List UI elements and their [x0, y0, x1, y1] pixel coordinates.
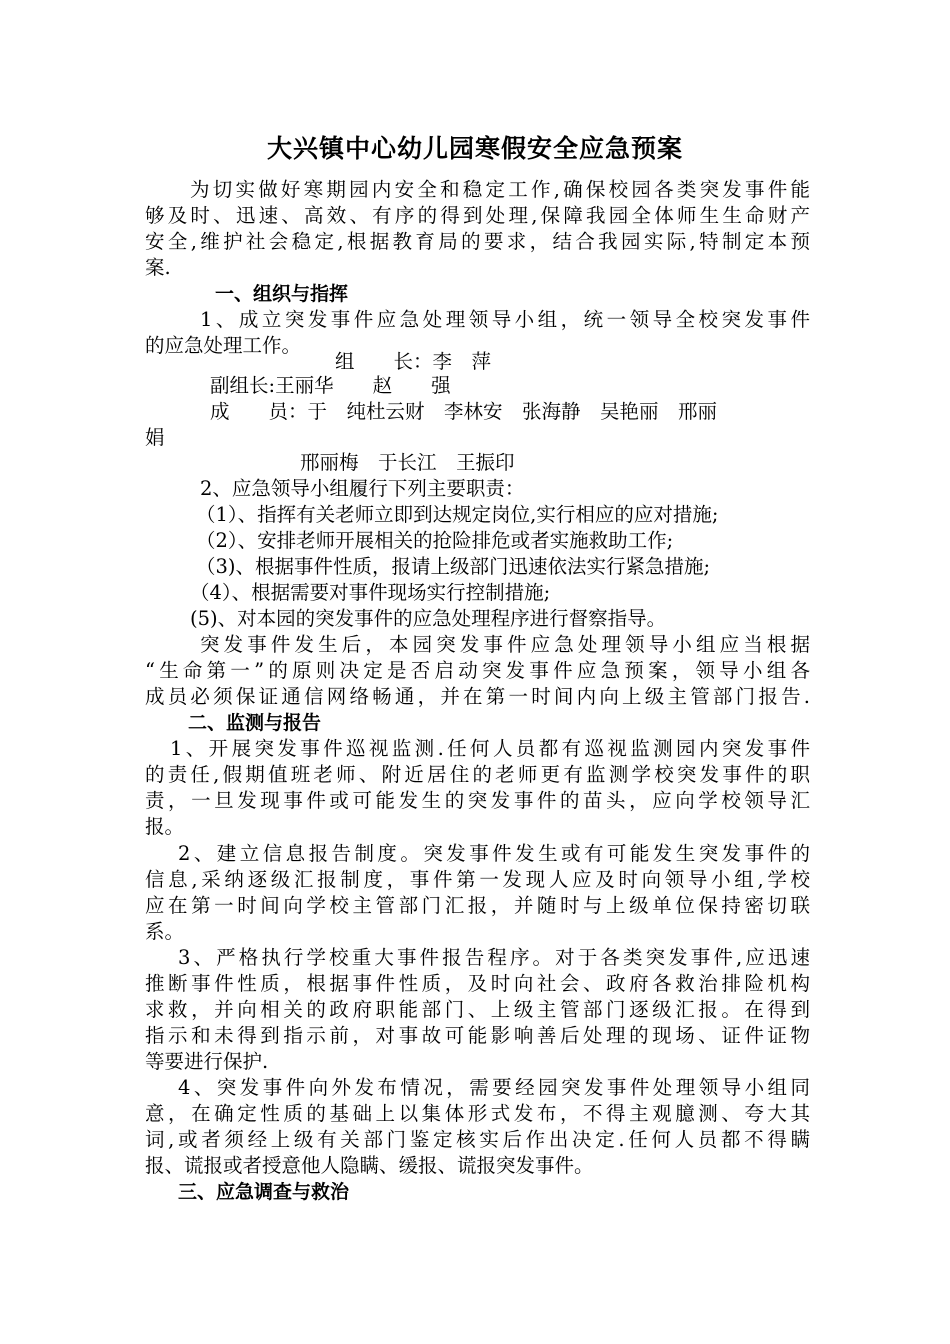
- text-line: 等要进行保护.: [145, 1050, 269, 1073]
- roster-leader-label: 组 长：: [335, 350, 433, 373]
- roster-deputy-label: 副组长:: [210, 374, 276, 397]
- document-title: 大兴镇中心幼儿园寒假安全应急预案: [266, 134, 683, 163]
- text-line: （2）、安排老师开展相关的抢险排危或者实施救助工作;: [196, 529, 674, 552]
- text-line: (5)、对本园的突发事件的应急处理程序进行督察指导。: [190, 607, 667, 630]
- text-line: 够及时、迅速、高效、有序的得到处理,保障我园全体师生生命财产: [145, 204, 810, 227]
- text-line: 推断事件性质，根据事件性质，及时向社会、政府各救治排险机构: [145, 972, 810, 995]
- text-line: 应在第一时间向学校主管部门汇报，并随时与上级单位保持密切联: [145, 894, 810, 917]
- text-line: 报、谎报或者授意他人隐瞒、缓报、谎报突发事件。: [145, 1154, 594, 1177]
- roster-deputy-row: [210, 373, 451, 399]
- section-heading: 三、应急调查与救治: [178, 1181, 350, 1203]
- text-line: 2、应急领导小组履行下列主要职责：: [200, 477, 525, 500]
- roster-members-label: 成 员：: [210, 400, 308, 423]
- roster-leader-row: [335, 349, 491, 375]
- text-line: 安全,维护社会稳定,根据教育局的要求，结合我园实际,特制定本预: [145, 230, 810, 253]
- text-line: 成员必须保证通信网络畅通，并在第一时间内向上级主管部门报告.: [145, 685, 810, 708]
- roster-leader-name: 李 萍: [432, 350, 492, 373]
- text-line: 2、建立信息报告制度。突发事件发生或有可能发生突发事件的: [178, 842, 810, 865]
- text-line: 1、成立突发事件应急处理领导小组，统一领导全校突发事件: [200, 308, 810, 331]
- text-line: 1、开展突发事件巡视监测.任何人员都有巡视监测园内突发事件: [170, 737, 810, 760]
- text-line: 突发事件发生后，本园突发事件应急处理领导小组应当根据: [200, 633, 810, 656]
- text-line: （4）、根据需要对事件现场实行控制措施;: [190, 581, 551, 604]
- roster-members-row: [210, 399, 717, 425]
- roster-members-line1: 于 纯杜云财 李林安 张海静 吴艳丽 邢丽: [307, 400, 718, 423]
- text-line: 的应急处理工作。: [145, 334, 302, 357]
- text-line: 词,或者须经上级有关部门鉴定核实后作出决定.任何人员都不得瞒: [145, 1128, 810, 1151]
- text-line: 4、突发事件向外发布情况，需要经园突发事件处理领导小组同: [178, 1076, 810, 1099]
- text-line: 指示和未得到指示前，对事故可能影响善后处理的现场、证件证物: [145, 1024, 810, 1047]
- text-line: 报。: [145, 815, 185, 838]
- roster-members-line2: 邢丽梅 于长江 王振印: [300, 451, 515, 474]
- text-line: 案.: [145, 256, 171, 279]
- text-line: 的责任,假期值班老师、附近居住的老师更有监测学校突发事件的职: [145, 763, 810, 786]
- text-line: 系。: [145, 920, 185, 943]
- text-line: （3)、根据事件性质，报请上级部门迅速依法实行紧急措施;: [196, 555, 711, 578]
- text-line: 意，在确定性质的基础上以集体形式发布，不得主观臆测、夸大其: [145, 1102, 810, 1125]
- section-heading: 二、监测与报告: [188, 712, 322, 734]
- text-line: 信息,采纳逐级汇报制度，事件第一发现人应及时向领导小组,学校: [145, 868, 810, 891]
- text-line: 3、严格执行学校重大事件报告程序。对于各类突发事件,应迅速: [178, 946, 810, 969]
- text-line: 为切实做好寒期园内安全和稳定工作,确保校园各类突发事件能: [190, 178, 810, 201]
- text-line: “生命第一”的原则决定是否启动突发事件应急预案，领导小组各: [145, 659, 810, 682]
- text-line: （1）、指挥有关老师立即到达规定岗位,实行相应的应对措施;: [196, 503, 719, 526]
- section-heading: 一、组织与指挥: [215, 283, 349, 305]
- roster-deputy-names: 王丽华 赵 强: [275, 374, 451, 397]
- roster-members-wrap: 娟: [145, 426, 165, 449]
- text-line: 求救，并向相关的政府职能部门、上级主管部门逐级汇报。在得到: [145, 998, 810, 1021]
- text-line: 责，一旦发现事件或可能发生的突发事件的苗头，应向学校领导汇: [145, 789, 810, 812]
